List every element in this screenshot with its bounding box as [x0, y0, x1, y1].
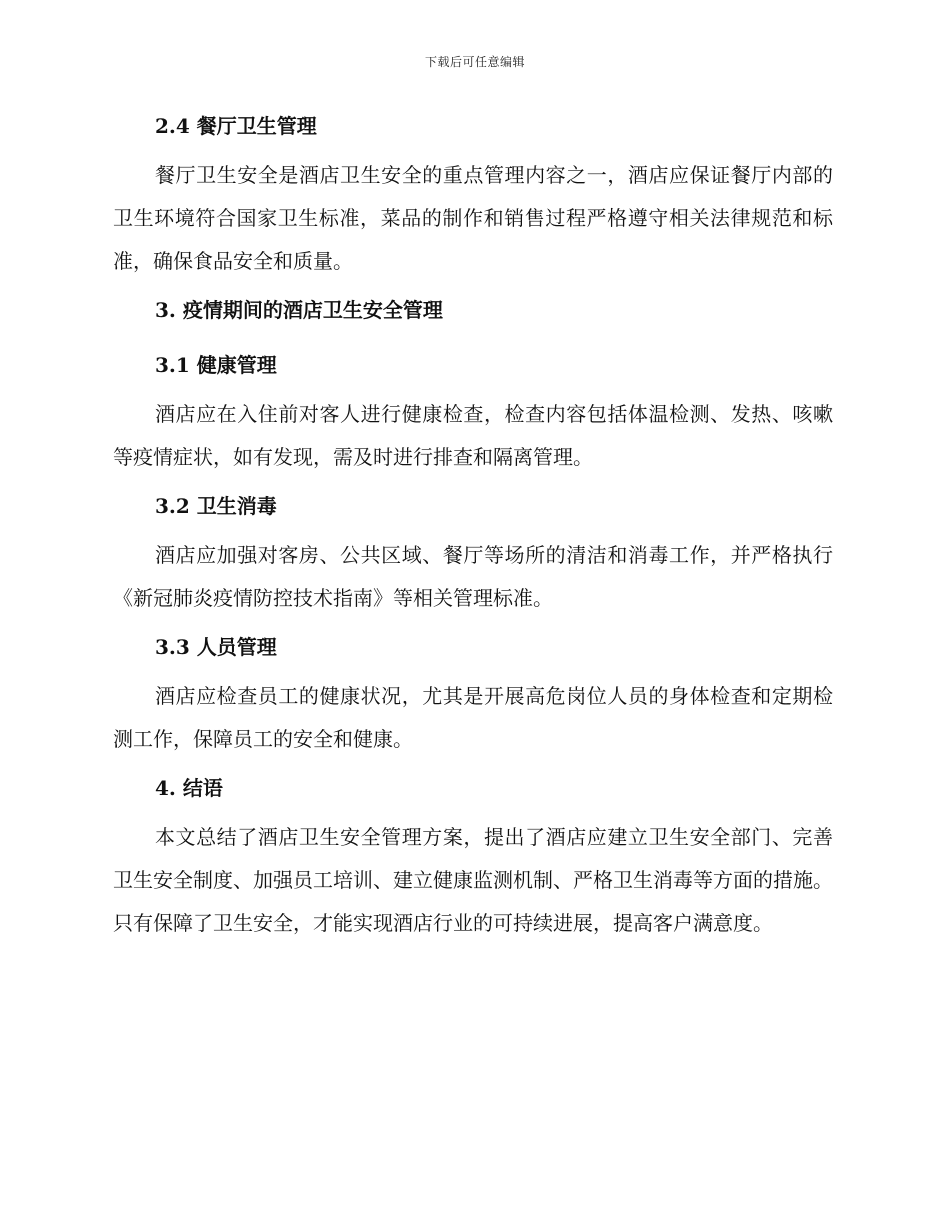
- section-body-3-2: 酒店应加强对客房、公共区域、餐厅等场所的清洁和消毒工作，并严格执行《新冠肺炎疫情防控技术指南》等相关管理标准。: [113, 543, 833, 610]
- section-heading-3: 3. 疫情期间的酒店卫生安全管理: [155, 298, 443, 322]
- document-body: [113, 111, 833, 945]
- section-heading-3-1: 3.1 健康管理: [155, 353, 277, 377]
- section-body-2-4: 餐厅卫生安全是酒店卫生安全的重点管理内容之一，酒店应保证餐厅内部的卫生环境符合国家卫生标准，菜品的制作和销售过程严格遵守相关法律规范和标准，确保食品安全和质量。: [113, 163, 833, 273]
- section-body-4: 本文总结了酒店卫生安全管理方案，提出了酒店应建立卫生安全部门、完善卫生安全制度、加强员工培训、建立健康监测机制、严格卫生消毒等方面的措施。只有保障了卫生安全，才能实现酒店行业的可持续进展，提高客户满意度。: [113, 825, 833, 935]
- section-heading-2-4: 2.4 餐厅卫生管理: [155, 114, 317, 138]
- section-heading-4: 4. 结语: [155, 776, 223, 800]
- section-heading-3-2: 3.2 卫生消毒: [155, 494, 277, 518]
- section-heading-3-3: 3.3 人员管理: [155, 635, 277, 659]
- header-note: 下载后可任意编辑: [424, 55, 525, 69]
- section-body-3-1: 酒店应在入住前对客人进行健康检查，检查内容包括体温检测、发热、咳嗽等疫情症状，如有发现，需及时进行排查和隔离管理。: [113, 402, 833, 469]
- section-body-3-3: 酒店应检查员工的健康状况，尤其是开展高危岗位人员的身体检查和定期检测工作，保障员工的安全和健康。: [113, 684, 833, 751]
